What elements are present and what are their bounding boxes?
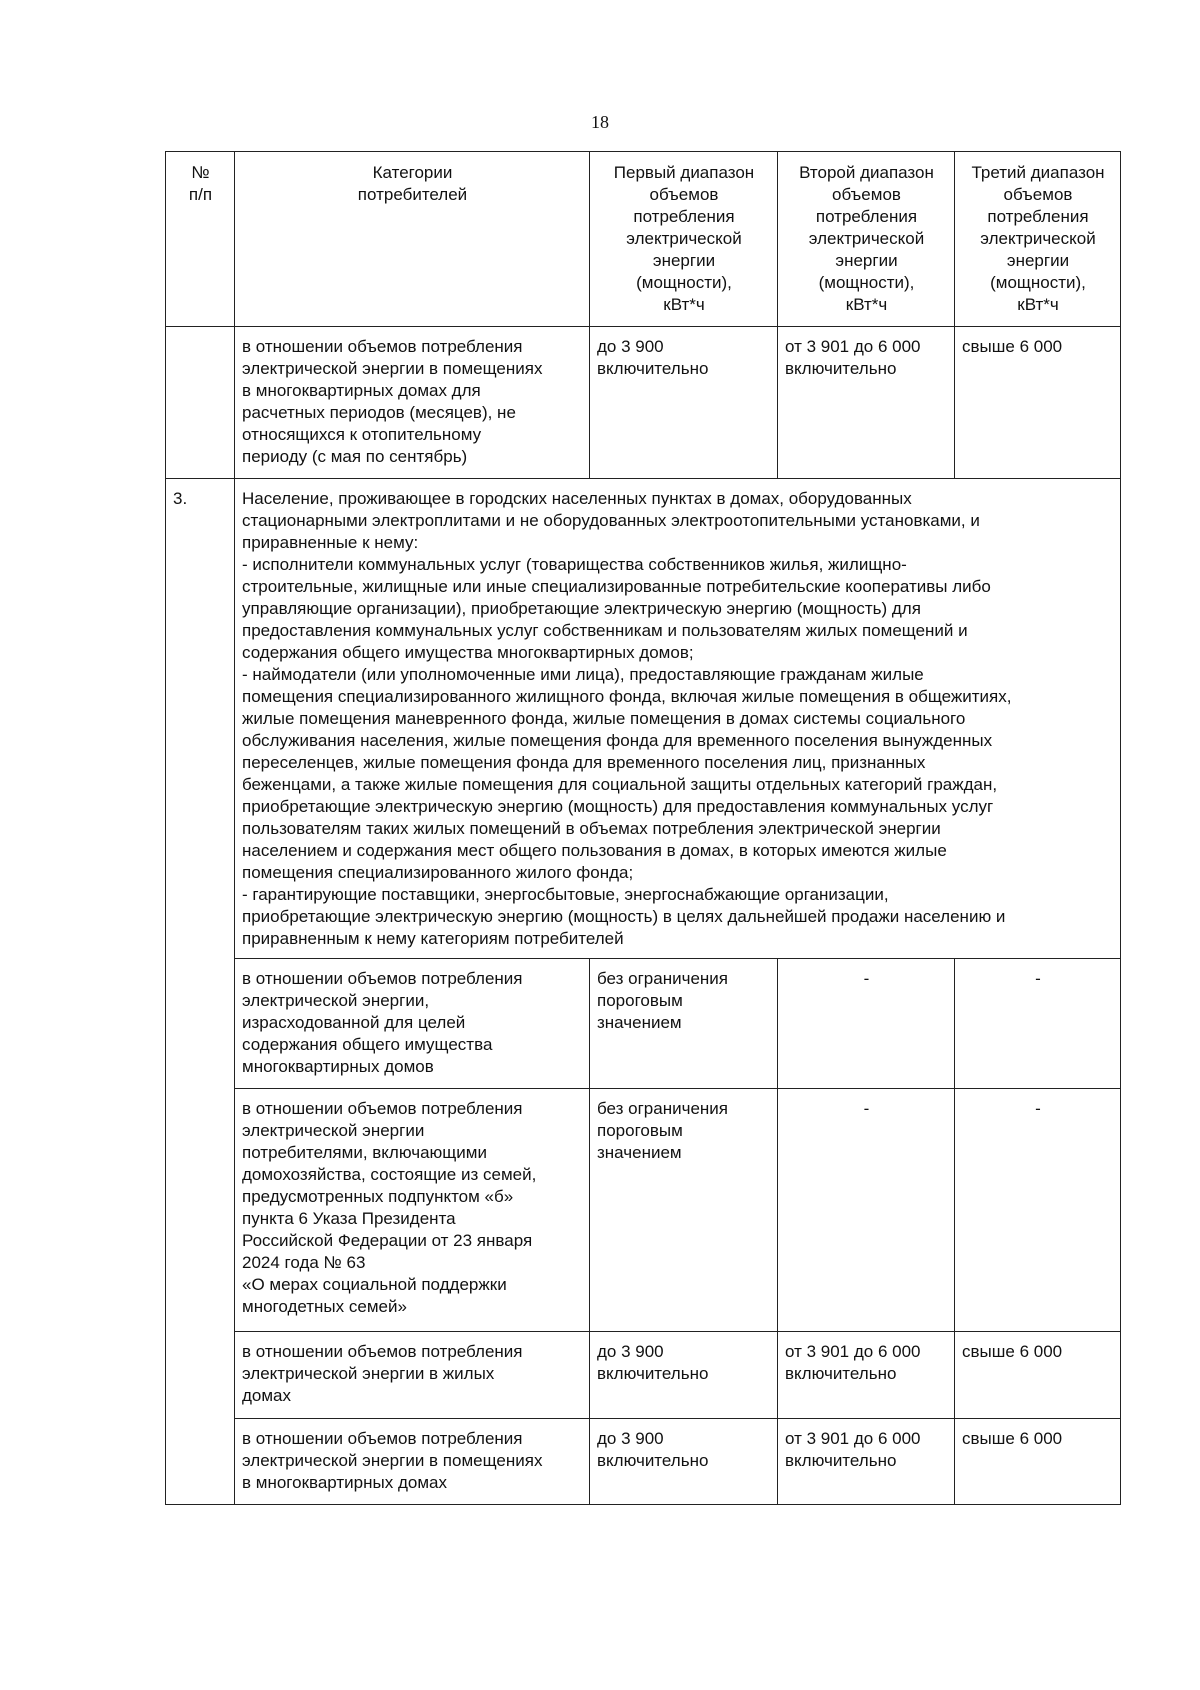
row-third-range: - xyxy=(955,1089,1121,1332)
row-third-range: свыше 6 000 xyxy=(955,327,1121,479)
header-first-range: Первый диапазон объемов потребления электрической энергии (мощности), кВт*ч xyxy=(590,152,778,327)
page-number: 18 xyxy=(591,112,609,132)
row-category: в отношении объемов потребления электрической энергии, израсходованной для целей содержания общего имущества многоквартирных домов xyxy=(235,959,590,1089)
row-first-range: без ограничения пороговым значением xyxy=(590,1089,778,1332)
header-category: Категории потребителей xyxy=(235,152,590,327)
table-row xyxy=(166,1089,1121,1332)
row-category: в отношении объемов потребления электрической энергии потребителями, включающими домохозяйства, состоящие из семей, предусмотренных подпунктом «б» пункта 6 Указа Президента Российской Федерации от 23 января 2024 года № 63 «О мерах социальной поддержки многодетных семей» xyxy=(235,1089,590,1332)
row-third-range: свыше 6 000 xyxy=(955,1419,1121,1505)
section-3-description: Население, проживающее в городских населенных пунктах в домах, оборудованных стационарными электроплитами и не оборудованных электроотопительными установками, и приравненные к нему: - исполнители коммунальных услуг (товарищества собственников жилья, жилищно- строительные, жилищные или иные специализированные потребительские кооперативы либо управляющие организации), приобретающие электрическую энергию (мощность) для предоставления коммунальных услуг собственникам и пользователям жилых помещений и содержания общего имущества многоквартирных домов; - наймодатели (или уполномоченные ими лица), предоставляющие гражданам жилые помещения специализированного жилищного фонда, включая жилые помещения в общежитиях, жилые помещения маневренного фонда, жилые помещения в домах системы социального обслуживания населения, жилые помещения фонда для временного поселения вынужденных переселенцев, жилые помещения фонда для временного поселения лиц, признанных беженцами, а также жилые помещения для социальной защиты отдельных категорий граждан, приобретающие электрическую энергию (мощность) для предоставления коммунальных услуг пользователям таких жилых помещений в объемах потребления электрической энергии населением и содержания мест общего пользования в домах, в которых имеются жилые помещения специализированного жилого фонда; - гарантирующие поставщики, энергосбытовые, энергоснабжающие организации, приобретающие электрическую энергию (мощность) в целях дальнейшей продажи населению и приравненным к нему категориям потребителей xyxy=(235,479,1121,959)
row-number xyxy=(166,327,235,479)
section-3-row xyxy=(166,479,1121,959)
row-category: в отношении объемов потребления электрической энергии в помещениях в многоквартирных домах для расчетных периодов (месяцев), не относящихся к отопительному периоду (с мая по сентябрь) xyxy=(235,327,590,479)
row-second-range: от 3 901 до 6 000 включительно xyxy=(778,327,955,479)
table-row xyxy=(166,1419,1121,1505)
table-row xyxy=(166,327,1121,479)
row-second-range: - xyxy=(778,959,955,1089)
row-first-range: без ограничения пороговым значением xyxy=(590,959,778,1089)
header-third-range: Третий диапазон объемов потребления электрической энергии (мощности), кВт*ч xyxy=(955,152,1121,327)
tariff-table xyxy=(165,151,1121,1505)
row-first-range: до 3 900 включительно xyxy=(590,327,778,479)
row-third-range: свыше 6 000 xyxy=(955,1332,1121,1419)
table-row xyxy=(166,959,1121,1089)
table-row xyxy=(166,1332,1121,1419)
section-3-number: 3. xyxy=(166,479,235,1505)
row-second-range: от 3 901 до 6 000 включительно xyxy=(778,1419,955,1505)
row-first-range: до 3 900 включительно xyxy=(590,1419,778,1505)
row-category: в отношении объемов потребления электрической энергии в жилых домах xyxy=(235,1332,590,1419)
row-category: в отношении объемов потребления электрической энергии в помещениях в многоквартирных домах xyxy=(235,1419,590,1505)
table-header-row xyxy=(166,152,1121,327)
row-first-range: до 3 900 включительно xyxy=(590,1332,778,1419)
header-second-range: Второй диапазон объемов потребления электрической энергии (мощности), кВт*ч xyxy=(778,152,955,327)
header-number: № п/п xyxy=(166,152,235,327)
row-second-range: от 3 901 до 6 000 включительно xyxy=(778,1332,955,1419)
row-third-range: - xyxy=(955,959,1121,1089)
row-second-range: - xyxy=(778,1089,955,1332)
